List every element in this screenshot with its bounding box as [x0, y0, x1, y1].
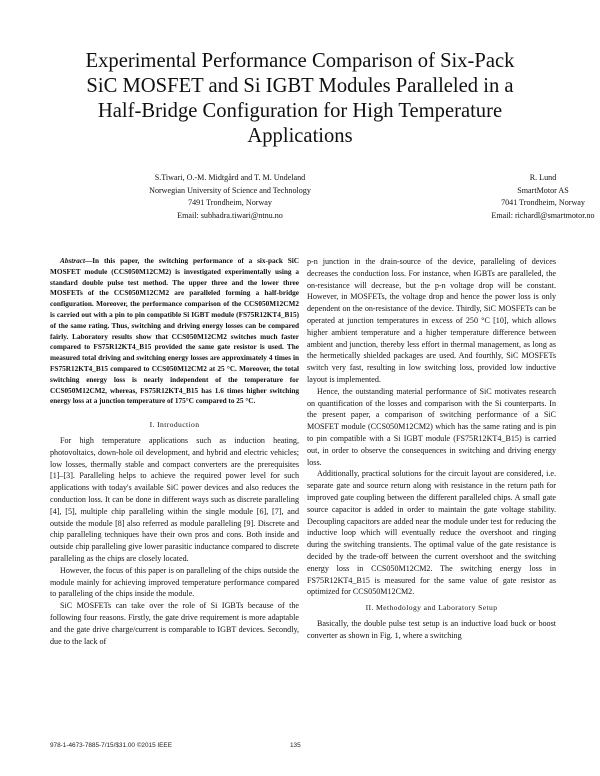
author-block-right	[448, 172, 600, 222]
author-names-left: S.Tiwari, O.-M. Midtgård and T. M. Undeland	[154, 173, 306, 182]
abstract-label: Abstract	[60, 257, 85, 265]
footer-isbn: 978-1-4673-7885-7/15/$31.00 ©2015 IEEE	[50, 742, 172, 749]
author-address-left: 7491 Trondheim, Norway	[188, 198, 272, 208]
author-email-right: Email: richardl@smartmotor.no	[491, 210, 595, 220]
abstract-text: —In this paper, the switching performance of a six-pack SiC MOSFET module (CCS050M12CM2) is investigated experimentally using a standard double pulse test method. The upper three and the lower three MOSFETs of the CCS050M12CM2 are paralleled forming a half-bridge configuration. Moreover, the performance comparison of the CCS050M12CM2 is carried out with a pin to pin compatible Si IGBT module (FS75R12KT4_B15) of the same rating. Thus, switching and driving energy losses can be compared fairly. Laboratory results show that CCS050M12CM2 switches much faster compared to FS75R12KT4_B15 provided the same gate resistor is used. The measured total driving and switching energy losses are approximately 4 times in FS75R12KT4_B15 compared to CCS050M12CM2 at 25 °C. Moreover, the total switching energy loss is nearly independent of the temperature for CCS050M12CM2, whereas, FS75R12KT4_B15 has 1.6 times higher switching energy loss at a junction temperature of 175°C compared to 25 °C.	[50, 257, 299, 406]
abstract	[50, 256, 299, 407]
paragraph: Hence, the outstanding material performance of SiC motivates research on quantification of the losses and comparison with the Si counterparts. In the present paper, a comparison of switching performance of a SiC MOSFET module (CCS050M12CM2) which has the same rating and is pin to pin compatible with a Si IGBT module (FS75R12KT4_B15) is carried out, in order to observe the consequences in switching and driving energy loss.	[307, 386, 556, 467]
section-heading-methodology: II. Methodology and Laboratory Setup	[365, 603, 498, 613]
section-heading-introduction: I. Introduction	[149, 420, 200, 430]
title-line-4: Applications	[247, 125, 353, 147]
author-affiliation-right: SmartMotor AS	[517, 185, 569, 195]
footer-page-number: 135	[290, 742, 301, 749]
paragraph: For high temperature applications such as induction heating, photovoltaics, down-hole oil development, and hybrid and electric vehicles; low losses, thermally stable and compact converters are the prerequisites [1]–[3]. Paralleling helps to achieve the required power level for such applications with today's available SiC power devices and also reduces the conduction loss. It can be done in different ways such as discrete paralleling [4], [5], multiple chip paralleling within the single module [6], [7], and outside the module [8] also referred as module paralleling [9]. Discrete and chip paralleling techniques have their own pros and cons. Both inside and outside chip paralleling give lower parasitic inductance compared to discrete paralleling as the chips are closely located.	[50, 435, 299, 563]
title-line-2: SiC MOSFET and Si IGBT Modules Paralleled in a	[86, 75, 514, 97]
paper-title	[40, 49, 560, 149]
title-line-1: Experimental Performance Comparison of Six-Pack	[85, 50, 515, 72]
left-column	[50, 256, 299, 647]
paragraph: SiC MOSFETs can take over the role of Si IGBTs because of the following four reasons. Firstly, the gate drive requirement is more adaptable and the gate drive charge/current is comparable to IGBT devices. Secondly, due to the lack of	[50, 601, 299, 646]
author-affiliation-left: Norwegian University of Science and Technology	[149, 185, 311, 195]
paragraph: p-n junction in the drain-source of the device, paralleling of devices decreases the conduction loss. For instance, when IGBTs are paralleled, the on-resistance will decrease, but the p-n voltage drop will be constant. However, in MOSFETs, the voltage drop and hence the power loss is only dependent on the on-resistance of the device. Thirdly, SiC MOSFETs can be operated at junction temperatures in excess of 250 °C [10], which allows higher ambient temperature and a higher temperature difference between ambient and junction, thereby less effort in thermal management, as long as the hermetically shielded packages are used. And fourthly, SiC MOSFETs switch very fast, resulting in low switching loss, provided low inductive layout is implemented.	[307, 257, 556, 384]
right-column	[307, 256, 556, 642]
paragraph: Additionally, practical solutions for the circuit layout are considered, i.e. separate gate and source return along with resistance in the return path for improved gate coupling between the different paralleled chips. A small gate source capacitor is added in order to maintain the gate voltage stability. Decoupling capacitors are added near the module under test for reducing the inductive loop which will eventually reduce the overshoot and ringing during the switching transients. The optimal value of the gate resistance is decided by the trade-off between the current overshoot and the switching energy loss in CCS050M12CM2. The switching energy loss in FS75R12KT4_B15 is measured for the same value of gate resistor as optimized for CCS050M12CM2.	[307, 469, 556, 597]
paragraph: Basically, the double pulse test setup is an inductive load buck or boost converter as shown in Fig. 1, where a switching	[307, 618, 556, 640]
paragraph: However, the focus of this paper is on paralleling of the chips outside the module mainly for achieving improved temperature performance compared to paralleling of the chips inside the module.	[50, 565, 299, 599]
title-line-3: Half-Bridge Configuration for High Temperature	[97, 100, 503, 122]
author-address-right: 7041 Trondheim, Norway	[501, 198, 585, 208]
author-block-left	[80, 172, 380, 222]
author-email-left: Email: subhadra.tiwari@ntnu.no	[177, 210, 283, 220]
author-names-right: R. Lund	[529, 173, 557, 182]
